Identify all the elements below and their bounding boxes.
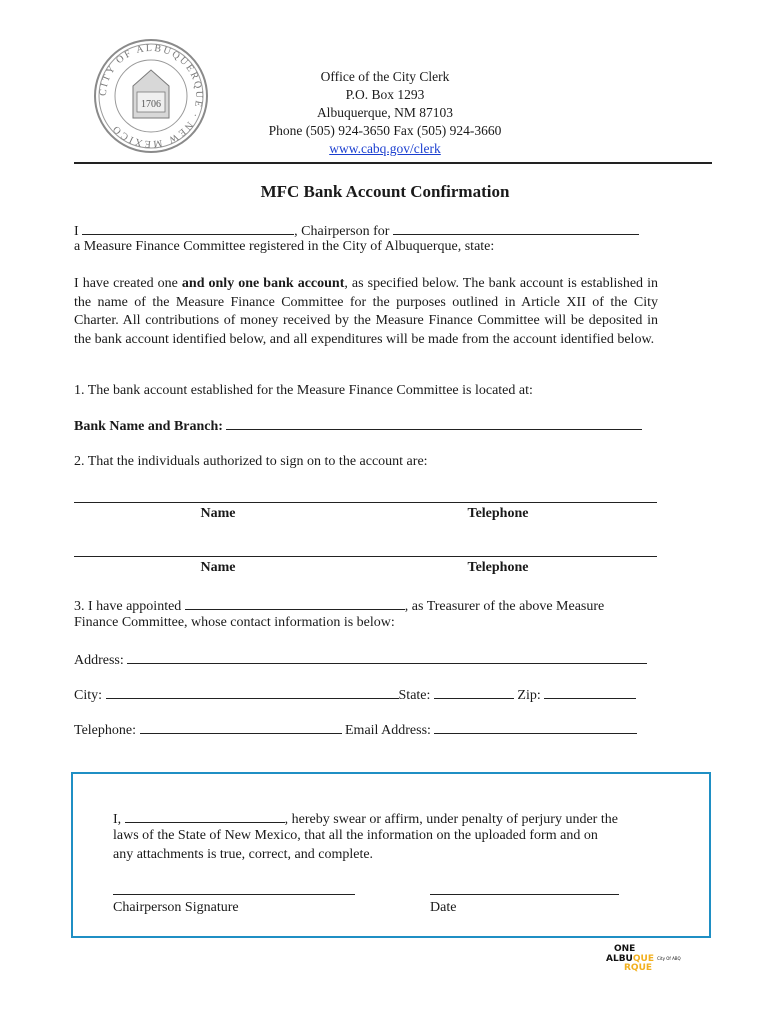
signer-2-line[interactable] [74,556,657,557]
item-1: 1. The bank account established for the Measure Finance Committee is located at: [74,383,533,398]
telephone-email-row [74,720,637,740]
date-label: Date [430,900,457,915]
intro-line-2: a Measure Finance Committee registered in the City of Albuquerque, state: [74,239,495,254]
form-title: MFC Bank Account Confirmation [260,182,510,201]
item-3-post: , as Treasurer of the above Measure [404,599,605,614]
office-header [200,68,570,158]
para-post: , as specified below. The bank account is established in the name of the Measure Finance Committee for the purposes outlined in Article XII of the City Charter. All contributions of money received by the Measure Finance Committee will be deposited in the bank account identified below, and all expenditures will be made from the account identified below. [74,276,658,347]
intro-chair-text: , Chairperson for [294,224,390,239]
para-pre: I have created one [74,276,182,291]
state-label: State: [398,688,431,703]
address-row [74,650,647,670]
affirmation-line-1 [113,809,618,829]
office-name: Office of the City Clerk [320,69,450,84]
signer-2-name-label: Name [200,560,236,575]
intro-i: I [74,224,79,239]
zip-field[interactable] [544,685,636,699]
email-field[interactable] [434,720,637,734]
signer-1-name-label: Name [200,506,236,521]
affirmation-line-1-post: , hereby swear or affirm, under penalty of perjury under the [284,812,618,827]
signer-1-telephone-label: Telephone [467,506,529,521]
bank-name-field[interactable] [226,416,642,430]
para-bold: and only one bank account [181,276,345,291]
chairperson-name-field[interactable] [82,221,294,235]
item-3-line-2: Finance Committee, whose contact information is below: [74,615,395,630]
seal-text: CITY OF ALBUQUERQUE · NEW MEXICO [97,42,205,150]
date-line[interactable] [430,894,619,895]
item-2: 2. That the individuals authorized to sign on to the account are: [74,454,428,469]
logo-line-2: ALBUQUE City Of ABQ [606,954,681,964]
affirmation-line-3: any attachments is true, correct, and complete. [113,847,374,862]
office-phone-fax: Phone (505) 924-3650 Fax (505) 924-3660 [268,123,502,138]
signer-2-telephone-label: Telephone [467,560,529,575]
item-3-pre: 3. I have appointed [74,599,182,614]
city-state-zip-row [74,685,636,705]
treasurer-name-field[interactable] [185,596,405,610]
seal-year: 1706 [141,99,161,110]
one-albuquerque-logo [606,944,681,979]
affirmation-line-2: laws of the State of New Mexico, that all the information on the uploaded form and on [113,828,598,843]
office-website-link[interactable]: www.cabq.gov/clerk [329,141,441,156]
state-field[interactable] [434,685,514,699]
telephone-label: Telephone: [74,723,136,738]
committee-name-field[interactable] [393,221,639,235]
affirmant-name-field[interactable] [125,809,285,823]
bank-name-label: Bank Name and Branch: [74,419,223,434]
city-label: City: [74,688,103,703]
city-field[interactable] [106,685,399,699]
office-po-box: P.O. Box 1293 [345,87,425,102]
email-label: Email Address: [345,723,431,738]
office-city-state: Albuquerque, NM 87103 [316,105,454,120]
logo-line-3: RQUE [624,963,653,973]
signature-line[interactable] [113,894,355,895]
signer-1-line[interactable] [74,502,657,503]
address-field[interactable] [127,650,647,664]
logo-tag: City Of ABQ [657,956,681,961]
city-seal [93,38,209,154]
zip-label: Zip: [517,688,541,703]
bank-account-paragraph [74,275,658,349]
header-divider [74,162,712,164]
bank-name-row [74,416,642,436]
affirmation-i: I, [113,812,122,827]
telephone-field[interactable] [140,720,342,734]
item-3-line-1 [74,596,604,616]
address-label: Address: [74,653,124,668]
logo-line-1: ONE [614,944,636,954]
signature-label: Chairperson Signature [113,900,239,915]
